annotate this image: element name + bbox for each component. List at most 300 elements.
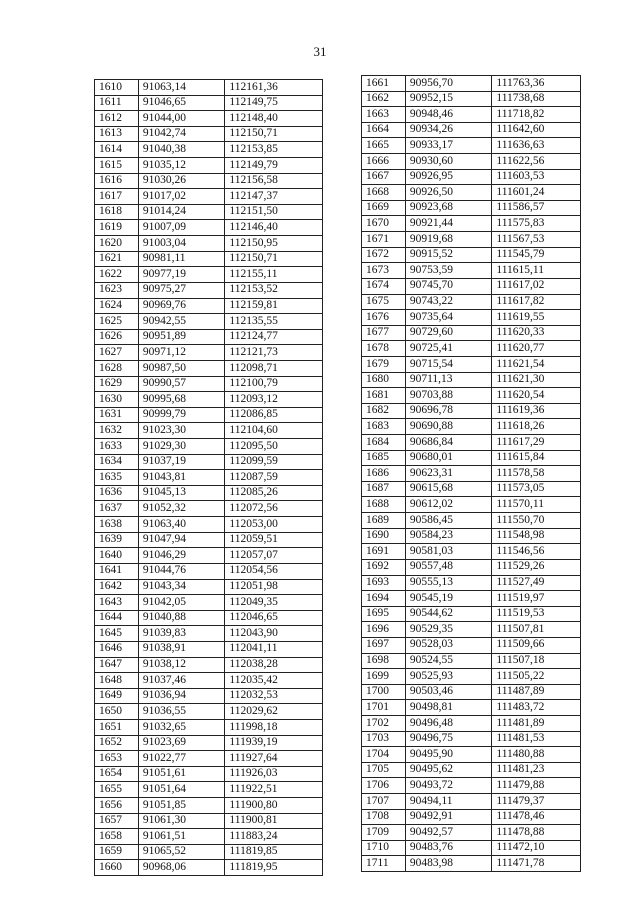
- table-row: [362, 575, 581, 591]
- point-number-cell: 1700: [362, 684, 406, 700]
- table-row: [362, 466, 581, 482]
- x-coordinate-cell: 91037,19: [138, 454, 225, 470]
- y-coordinate-cell: 111617,02: [492, 278, 581, 294]
- point-number-cell: 1692: [362, 559, 406, 575]
- y-coordinate-cell: 112049,35: [225, 595, 323, 611]
- x-coordinate-cell: 91042,05: [138, 595, 225, 611]
- table-row: [362, 325, 581, 341]
- table-row: [95, 798, 323, 814]
- x-coordinate-cell: 90495,90: [405, 747, 492, 763]
- y-coordinate-cell: 111567,53: [492, 232, 581, 248]
- y-coordinate-cell: 111819,85: [225, 844, 323, 860]
- coordinates-table-left: [94, 79, 323, 876]
- x-coordinate-cell: 91043,34: [138, 579, 225, 595]
- y-coordinate-cell: 112038,28: [225, 657, 323, 673]
- x-coordinate-cell: 90969,76: [138, 298, 225, 314]
- y-coordinate-cell: 112135,55: [225, 314, 323, 330]
- x-coordinate-cell: 91052,32: [138, 501, 225, 517]
- table-row: [95, 158, 323, 174]
- x-coordinate-cell: 90745,70: [405, 278, 492, 294]
- y-coordinate-cell: 111620,33: [492, 325, 581, 341]
- y-coordinate-cell: 112085,26: [225, 485, 323, 501]
- table-row: [362, 294, 581, 310]
- y-coordinate-cell: 111575,83: [492, 216, 581, 232]
- x-coordinate-cell: 91022,77: [138, 751, 225, 767]
- point-number-cell: 1610: [95, 80, 139, 96]
- table-row: [362, 544, 581, 560]
- table-row: [362, 778, 581, 794]
- table-row: [362, 715, 581, 731]
- x-coordinate-cell: 91063,14: [138, 80, 225, 96]
- y-coordinate-cell: 111481,89: [492, 715, 581, 731]
- y-coordinate-cell: 112029,62: [225, 704, 323, 720]
- y-coordinate-cell: 111480,88: [492, 747, 581, 763]
- point-number-cell: 1629: [95, 376, 139, 392]
- point-number-cell: 1631: [95, 407, 139, 423]
- x-coordinate-cell: 90615,68: [405, 481, 492, 497]
- table-row: [362, 684, 581, 700]
- table-row: [95, 267, 323, 283]
- x-coordinate-cell: 91063,40: [138, 517, 225, 533]
- x-coordinate-cell: 91051,61: [138, 766, 225, 782]
- table-row: [95, 595, 323, 611]
- x-coordinate-cell: 90483,76: [405, 840, 492, 856]
- x-coordinate-cell: 91044,76: [138, 563, 225, 579]
- point-number-cell: 1662: [362, 91, 406, 107]
- y-coordinate-cell: 111586,57: [492, 200, 581, 216]
- table-row: [95, 751, 323, 767]
- table-row: [362, 388, 581, 404]
- y-coordinate-cell: 112054,56: [225, 563, 323, 579]
- point-number-cell: 1704: [362, 747, 406, 763]
- point-number-cell: 1679: [362, 356, 406, 372]
- table-row: [362, 606, 581, 622]
- x-coordinate-cell: 90715,54: [405, 356, 492, 372]
- y-coordinate-cell: 112095,50: [225, 439, 323, 455]
- table-row: [362, 669, 581, 685]
- y-coordinate-cell: 112053,00: [225, 517, 323, 533]
- table-row: [95, 407, 323, 423]
- table-row: [362, 637, 581, 653]
- table-row: [362, 310, 581, 326]
- point-number-cell: 1667: [362, 169, 406, 185]
- x-coordinate-cell: 90711,13: [405, 372, 492, 388]
- table-row: [362, 138, 581, 154]
- x-coordinate-cell: 91032,65: [138, 719, 225, 735]
- table-row: [362, 200, 581, 216]
- y-coordinate-cell: 112151,50: [225, 204, 323, 220]
- coordinates-table-left-body: [95, 80, 323, 876]
- x-coordinate-cell: 90951,89: [138, 329, 225, 345]
- table-row: [362, 435, 581, 451]
- table-row: [362, 559, 581, 575]
- x-coordinate-cell: 90586,45: [405, 513, 492, 529]
- y-coordinate-cell: 112124,77: [225, 329, 323, 345]
- x-coordinate-cell: 90529,35: [405, 622, 492, 638]
- point-number-cell: 1625: [95, 314, 139, 330]
- point-number-cell: 1673: [362, 263, 406, 279]
- coordinates-table-right-body: [362, 76, 581, 872]
- point-number-cell: 1688: [362, 497, 406, 513]
- y-coordinate-cell: 111570,11: [492, 497, 581, 513]
- y-coordinate-cell: 112155,11: [225, 267, 323, 283]
- point-number-cell: 1678: [362, 341, 406, 357]
- x-coordinate-cell: 90743,22: [405, 294, 492, 310]
- y-coordinate-cell: 111763,36: [492, 76, 581, 92]
- point-number-cell: 1699: [362, 669, 406, 685]
- point-number-cell: 1623: [95, 282, 139, 298]
- y-coordinate-cell: 111479,88: [492, 778, 581, 794]
- y-coordinate-cell: 112041,11: [225, 641, 323, 657]
- point-number-cell: 1698: [362, 653, 406, 669]
- table-row: [95, 95, 323, 111]
- y-coordinate-cell: 111998,18: [225, 719, 323, 735]
- x-coordinate-cell: 91051,85: [138, 798, 225, 814]
- point-number-cell: 1643: [95, 595, 139, 611]
- table-row: [95, 142, 323, 158]
- table-row: [362, 356, 581, 372]
- table-row: [362, 497, 581, 513]
- x-coordinate-cell: 91044,00: [138, 111, 225, 127]
- y-coordinate-cell: 111471,78: [492, 856, 581, 872]
- x-coordinate-cell: 90926,95: [405, 169, 492, 185]
- table-row: [95, 641, 323, 657]
- table-row: [95, 126, 323, 142]
- y-coordinate-cell: 112099,59: [225, 454, 323, 470]
- y-coordinate-cell: 112057,07: [225, 548, 323, 564]
- y-coordinate-cell: 112032,53: [225, 688, 323, 704]
- y-coordinate-cell: 112150,71: [225, 126, 323, 142]
- point-number-cell: 1630: [95, 392, 139, 408]
- y-coordinate-cell: 112086,85: [225, 407, 323, 423]
- table-row: [95, 220, 323, 236]
- y-coordinate-cell: 111527,49: [492, 575, 581, 591]
- table-row: [95, 579, 323, 595]
- point-number-cell: 1657: [95, 813, 139, 829]
- x-coordinate-cell: 91042,74: [138, 126, 225, 142]
- y-coordinate-cell: 111483,72: [492, 700, 581, 716]
- x-coordinate-cell: 90690,88: [405, 419, 492, 435]
- y-coordinate-cell: 111927,64: [225, 751, 323, 767]
- x-coordinate-cell: 90496,48: [405, 715, 492, 731]
- x-coordinate-cell: 91038,91: [138, 641, 225, 657]
- point-number-cell: 1660: [95, 860, 139, 876]
- y-coordinate-cell: 111615,84: [492, 450, 581, 466]
- x-coordinate-cell: 90545,19: [405, 591, 492, 607]
- x-coordinate-cell: 91030,26: [138, 173, 225, 189]
- y-coordinate-cell: 111621,54: [492, 356, 581, 372]
- y-coordinate-cell: 111883,24: [225, 829, 323, 845]
- x-coordinate-cell: 90495,62: [405, 762, 492, 778]
- table-row: [362, 825, 581, 841]
- point-number-cell: 1674: [362, 278, 406, 294]
- table-row: [95, 844, 323, 860]
- table-row: [95, 719, 323, 735]
- table-row: [362, 450, 581, 466]
- point-number-cell: 1670: [362, 216, 406, 232]
- point-number-cell: 1616: [95, 173, 139, 189]
- x-coordinate-cell: 90933,17: [405, 138, 492, 154]
- x-coordinate-cell: 90942,55: [138, 314, 225, 330]
- x-coordinate-cell: 90696,78: [405, 403, 492, 419]
- point-number-cell: 1649: [95, 688, 139, 704]
- x-coordinate-cell: 91038,12: [138, 657, 225, 673]
- x-coordinate-cell: 90987,50: [138, 360, 225, 376]
- point-number-cell: 1682: [362, 403, 406, 419]
- x-coordinate-cell: 90952,15: [405, 91, 492, 107]
- table-row: [362, 419, 581, 435]
- table-row: [362, 403, 581, 419]
- y-coordinate-cell: 111550,70: [492, 513, 581, 529]
- y-coordinate-cell: 111617,29: [492, 435, 581, 451]
- point-number-cell: 1624: [95, 298, 139, 314]
- y-coordinate-cell: 112153,52: [225, 282, 323, 298]
- x-coordinate-cell: 91037,46: [138, 673, 225, 689]
- x-coordinate-cell: 91017,02: [138, 189, 225, 205]
- x-coordinate-cell: 91040,38: [138, 142, 225, 158]
- table-row: [95, 657, 323, 673]
- y-coordinate-cell: 111478,46: [492, 809, 581, 825]
- x-coordinate-cell: 90483,98: [405, 856, 492, 872]
- table-row: [95, 345, 323, 361]
- point-number-cell: 1669: [362, 200, 406, 216]
- x-coordinate-cell: 90926,50: [405, 185, 492, 201]
- point-number-cell: 1633: [95, 439, 139, 455]
- point-number-cell: 1652: [95, 735, 139, 751]
- table-row: [362, 700, 581, 716]
- point-number-cell: 1664: [362, 122, 406, 138]
- table-row: [95, 735, 323, 751]
- y-coordinate-cell: 112087,59: [225, 470, 323, 486]
- y-coordinate-cell: 112147,37: [225, 189, 323, 205]
- x-coordinate-cell: 91029,30: [138, 439, 225, 455]
- point-number-cell: 1639: [95, 532, 139, 548]
- x-coordinate-cell: 90584,23: [405, 528, 492, 544]
- table-row: [362, 122, 581, 138]
- y-coordinate-cell: 112121,73: [225, 345, 323, 361]
- point-number-cell: 1618: [95, 204, 139, 220]
- y-coordinate-cell: 111615,11: [492, 263, 581, 279]
- x-coordinate-cell: 90990,57: [138, 376, 225, 392]
- table-row: [362, 809, 581, 825]
- table-row: [95, 517, 323, 533]
- y-coordinate-cell: 112072,56: [225, 501, 323, 517]
- y-coordinate-cell: 111529,26: [492, 559, 581, 575]
- y-coordinate-cell: 111507,18: [492, 653, 581, 669]
- table-row: [95, 173, 323, 189]
- y-coordinate-cell: 111573,05: [492, 481, 581, 497]
- table-row: [95, 376, 323, 392]
- y-coordinate-cell: 112035,42: [225, 673, 323, 689]
- x-coordinate-cell: 90735,64: [405, 310, 492, 326]
- y-coordinate-cell: 111738,68: [492, 91, 581, 107]
- point-number-cell: 1684: [362, 435, 406, 451]
- x-coordinate-cell: 91003,04: [138, 236, 225, 252]
- table-row: [95, 704, 323, 720]
- x-coordinate-cell: 90496,75: [405, 731, 492, 747]
- y-coordinate-cell: 111621,30: [492, 372, 581, 388]
- table-row: [95, 189, 323, 205]
- table-row: [95, 673, 323, 689]
- x-coordinate-cell: 90680,01: [405, 450, 492, 466]
- y-coordinate-cell: 112098,71: [225, 360, 323, 376]
- x-coordinate-cell: 90981,11: [138, 251, 225, 267]
- point-number-cell: 1666: [362, 154, 406, 170]
- y-coordinate-cell: 111509,66: [492, 637, 581, 653]
- y-coordinate-cell: 111487,89: [492, 684, 581, 700]
- y-coordinate-cell: 111519,53: [492, 606, 581, 622]
- point-number-cell: 1665: [362, 138, 406, 154]
- y-coordinate-cell: 111622,56: [492, 154, 581, 170]
- table-row: [362, 794, 581, 810]
- table-row: [95, 282, 323, 298]
- y-coordinate-cell: 112159,81: [225, 298, 323, 314]
- point-number-cell: 1676: [362, 310, 406, 326]
- table-row: [95, 626, 323, 642]
- point-number-cell: 1644: [95, 610, 139, 626]
- table-row: [362, 278, 581, 294]
- point-number-cell: 1612: [95, 111, 139, 127]
- point-number-cell: 1655: [95, 782, 139, 798]
- point-number-cell: 1650: [95, 704, 139, 720]
- point-number-cell: 1646: [95, 641, 139, 657]
- point-number-cell: 1709: [362, 825, 406, 841]
- point-number-cell: 1638: [95, 517, 139, 533]
- table-row: [95, 314, 323, 330]
- x-coordinate-cell: 90557,48: [405, 559, 492, 575]
- x-coordinate-cell: 91061,51: [138, 829, 225, 845]
- table-row: [95, 782, 323, 798]
- point-number-cell: 1654: [95, 766, 139, 782]
- table-row: [95, 501, 323, 517]
- x-coordinate-cell: 90686,84: [405, 435, 492, 451]
- table-row: [95, 766, 323, 782]
- table-row: [95, 688, 323, 704]
- x-coordinate-cell: 91014,24: [138, 204, 225, 220]
- y-coordinate-cell: 112156,58: [225, 173, 323, 189]
- x-coordinate-cell: 91045,13: [138, 485, 225, 501]
- point-number-cell: 1617: [95, 189, 139, 205]
- point-number-cell: 1687: [362, 481, 406, 497]
- point-number-cell: 1691: [362, 544, 406, 560]
- point-number-cell: 1708: [362, 809, 406, 825]
- table-row: [362, 263, 581, 279]
- point-number-cell: 1642: [95, 579, 139, 595]
- y-coordinate-cell: 111507,81: [492, 622, 581, 638]
- point-number-cell: 1619: [95, 220, 139, 236]
- y-coordinate-cell: 112043,90: [225, 626, 323, 642]
- point-number-cell: 1653: [95, 751, 139, 767]
- x-coordinate-cell: 90498,81: [405, 700, 492, 716]
- point-number-cell: 1693: [362, 575, 406, 591]
- point-number-cell: 1658: [95, 829, 139, 845]
- table-row: [95, 251, 323, 267]
- x-coordinate-cell: 90492,91: [405, 809, 492, 825]
- point-number-cell: 1680: [362, 372, 406, 388]
- table-row: [95, 204, 323, 220]
- y-coordinate-cell: 111926,03: [225, 766, 323, 782]
- point-number-cell: 1686: [362, 466, 406, 482]
- table-row: [362, 107, 581, 123]
- y-coordinate-cell: 111472,10: [492, 840, 581, 856]
- point-number-cell: 1659: [95, 844, 139, 860]
- table-row: [95, 548, 323, 564]
- point-number-cell: 1632: [95, 423, 139, 439]
- table-row: [95, 360, 323, 376]
- point-number-cell: 1671: [362, 232, 406, 248]
- y-coordinate-cell: 111619,55: [492, 310, 581, 326]
- point-number-cell: 1689: [362, 513, 406, 529]
- x-coordinate-cell: 90494,11: [405, 794, 492, 810]
- point-number-cell: 1711: [362, 856, 406, 872]
- point-number-cell: 1656: [95, 798, 139, 814]
- x-coordinate-cell: 90915,52: [405, 247, 492, 263]
- table-row: [362, 372, 581, 388]
- point-number-cell: 1640: [95, 548, 139, 564]
- y-coordinate-cell: 111601,24: [492, 185, 581, 201]
- table-row: [362, 747, 581, 763]
- point-number-cell: 1675: [362, 294, 406, 310]
- y-coordinate-cell: 111718,82: [492, 107, 581, 123]
- y-coordinate-cell: 111481,53: [492, 731, 581, 747]
- table-row: [362, 341, 581, 357]
- point-number-cell: 1628: [95, 360, 139, 376]
- x-coordinate-cell: 90493,72: [405, 778, 492, 794]
- table-row: [362, 622, 581, 638]
- point-number-cell: 1620: [95, 236, 139, 252]
- y-coordinate-cell: 111618,26: [492, 419, 581, 435]
- y-coordinate-cell: 111619,36: [492, 403, 581, 419]
- x-coordinate-cell: 91039,83: [138, 626, 225, 642]
- y-coordinate-cell: 111481,23: [492, 762, 581, 778]
- x-coordinate-cell: 90525,93: [405, 669, 492, 685]
- x-coordinate-cell: 90503,46: [405, 684, 492, 700]
- y-coordinate-cell: 111479,37: [492, 794, 581, 810]
- table-row: [362, 513, 581, 529]
- x-coordinate-cell: 91046,29: [138, 548, 225, 564]
- table-row: [362, 856, 581, 872]
- table-row: [95, 532, 323, 548]
- point-number-cell: 1668: [362, 185, 406, 201]
- table-row: [362, 185, 581, 201]
- point-number-cell: 1710: [362, 840, 406, 856]
- x-coordinate-cell: 90921,44: [405, 216, 492, 232]
- x-coordinate-cell: 90729,60: [405, 325, 492, 341]
- point-number-cell: 1702: [362, 715, 406, 731]
- y-coordinate-cell: 112100,79: [225, 376, 323, 392]
- point-number-cell: 1703: [362, 731, 406, 747]
- x-coordinate-cell: 90934,26: [405, 122, 492, 138]
- table-row: [362, 481, 581, 497]
- table-row: [95, 454, 323, 470]
- table-row: [362, 232, 581, 248]
- x-coordinate-cell: 90971,12: [138, 345, 225, 361]
- table-row: [362, 169, 581, 185]
- y-coordinate-cell: 112148,40: [225, 111, 323, 127]
- point-number-cell: 1645: [95, 626, 139, 642]
- table-row: [95, 485, 323, 501]
- y-coordinate-cell: 112149,75: [225, 95, 323, 111]
- table-row: [362, 528, 581, 544]
- y-coordinate-cell: 111620,54: [492, 388, 581, 404]
- table-row: [362, 731, 581, 747]
- y-coordinate-cell: 111519,97: [492, 591, 581, 607]
- point-number-cell: 1672: [362, 247, 406, 263]
- x-coordinate-cell: 91007,09: [138, 220, 225, 236]
- y-coordinate-cell: 111642,60: [492, 122, 581, 138]
- point-number-cell: 1641: [95, 563, 139, 579]
- x-coordinate-cell: 91036,55: [138, 704, 225, 720]
